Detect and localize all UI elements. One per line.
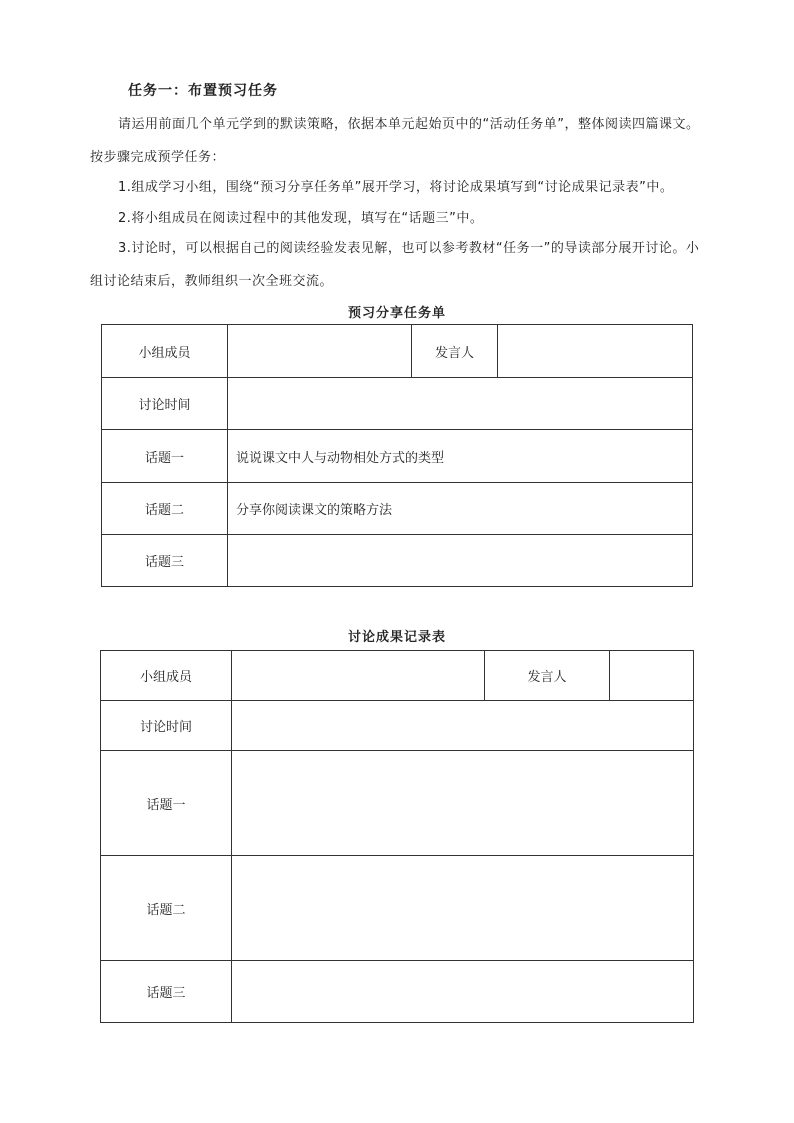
task-intro: 请运用前面几个单元学到的默读策略，依据本单元起始页中的“活动任务单”，整体阅读四篇课文。按步骤完成预学任务： — [90, 117, 700, 165]
topic3-cell[interactable] — [228, 535, 693, 587]
task-step-2: 2.将小组成员在阅读过程中的其他发现，填写在“话题三”中。 — [118, 211, 484, 226]
time-label: 讨论时间 — [101, 701, 232, 751]
time-label: 讨论时间 — [102, 378, 228, 430]
speaker-label: 发言人 — [485, 651, 610, 701]
members-label: 小组成员 — [101, 651, 232, 701]
table-row — [101, 701, 694, 751]
topic3-label: 话题三 — [101, 961, 232, 1023]
table-row — [102, 430, 693, 483]
topic1-cell[interactable] — [232, 751, 694, 856]
time-cell[interactable] — [228, 378, 693, 430]
task-heading: 任务一：布置预习任务 — [128, 83, 278, 99]
record-sheet-table — [100, 650, 694, 1023]
task-step-3: 3.讨论时，可以根据自己的阅读经验发表见解，也可以参考教材“任务一”的导读部分展开讨论。小组讨论结束后，教师组织一次全班交流。 — [90, 241, 700, 289]
table-row — [101, 651, 694, 701]
topic1-label: 话题一 — [102, 430, 228, 483]
topic2-value: 分享你阅读课文的策略方法 — [228, 483, 693, 535]
table-row — [102, 535, 693, 587]
topic2-label: 话题二 — [101, 856, 232, 961]
topic2-label: 话题二 — [102, 483, 228, 535]
preview-sheet-title: 预习分享任务单 — [347, 306, 446, 321]
speaker-cell[interactable] — [498, 325, 693, 378]
topic1-label: 话题一 — [101, 751, 232, 856]
table-row — [101, 961, 694, 1023]
topic1-value: 说说课文中人与动物相处方式的类型 — [228, 430, 693, 483]
speaker-label: 发言人 — [412, 325, 498, 378]
time-cell[interactable] — [232, 701, 694, 751]
table-row — [102, 378, 693, 430]
members-cell[interactable] — [232, 651, 485, 701]
topic2-cell[interactable] — [232, 856, 694, 961]
topic3-cell[interactable] — [232, 961, 694, 1023]
table-row — [102, 325, 693, 378]
speaker-cell[interactable] — [610, 651, 694, 701]
preview-sheet-table — [101, 324, 693, 587]
members-label: 小组成员 — [102, 325, 228, 378]
task-step-1: 1.组成学习小组，围绕“预习分享任务单”展开学习，将讨论成果填写到“讨论成果记录表”中。 — [118, 180, 674, 195]
topic3-label: 话题三 — [102, 535, 228, 587]
record-sheet-title: 讨论成果记录表 — [347, 630, 446, 645]
table-row — [102, 483, 693, 535]
table-row — [101, 751, 694, 856]
table-row — [101, 856, 694, 961]
members-cell[interactable] — [228, 325, 412, 378]
